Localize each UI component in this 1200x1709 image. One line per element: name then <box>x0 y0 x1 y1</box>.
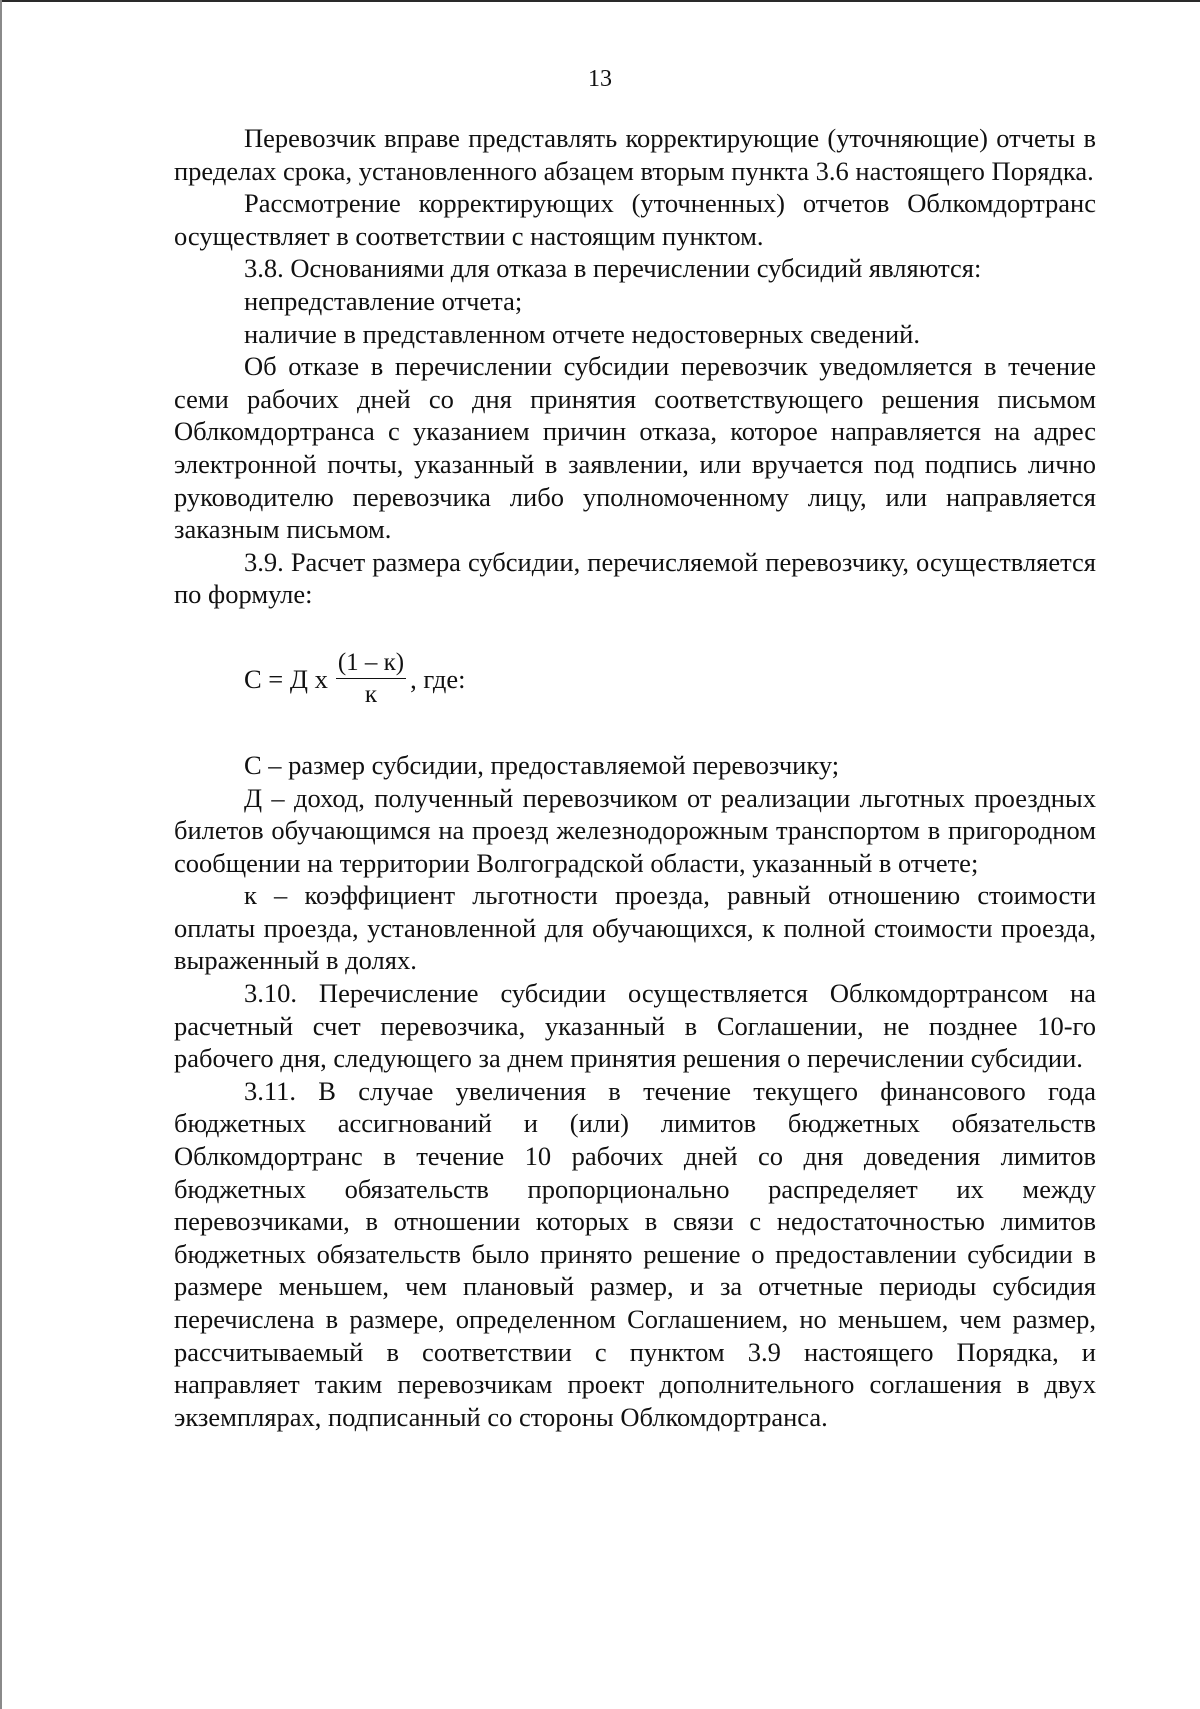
formula-numerator: (1 – к) <box>336 648 406 679</box>
page-number: 13 <box>588 66 612 92</box>
paragraph-3-8-item-no-report: непредставление отчета; <box>244 285 523 316</box>
paragraph-3-9-formula-intro: 3.9. Расчет размера субсидии, перечисляемой перевозчику, осуществляется по формуле: <box>174 546 1096 610</box>
formula-lhs: С = Д х <box>244 663 328 694</box>
paragraph-review-corrective-reports: Рассмотрение корректирующих (уточненных) отчетов Облкомдортранс осуществляет в соответствии с настоящим пунктом. <box>174 188 1096 251</box>
paragraph-corrective-reports: Перевозчик вправе представлять корректирующие (уточняющие) отчеты в пределах срока, установленного абзацем вторым пункта 3.6 настоящего Порядка. <box>174 123 1096 186</box>
paragraph-3-11: 3.11. В случае увеличения в течение текущего финансового года бюджетных ассигнований и (или) лимитов бюджетных обязательств Облкомдортранс в течение 10 рабочих дней со дня доведения лимитов бюджетных обязательств пропорционально распределяет их между перевозчиками, в отношении которых в связи с недостаточностью лимитов бюджетных обязательств было принято решение о предоставлении субсидии в размере меньшем, чем плановый размер, и за отчетные периоды субсидия перечислена в размере, определенном Соглашением, но меньшем, чем размер, рассчитываемый в соответствии с пунктом 3.9 настоящего Порядка, и направляет таким перевозчикам проект дополнительного соглашения в двух экземплярах, подписанный со стороны Облкомдортранса. <box>174 1075 1096 1432</box>
paragraph-refusal-notification: Об отказе в перечислении субсидии перевозчик уведомляется в течение семи рабочих дней со дня принятия соответствующего решения письмом Облкомдортранса с указанием причин отказа, которое направляется на адрес электронной почты, указанный в заявлении, или вручается под подпись лично руководителю перевозчика либо уполномоченному лицу, или направляется заказным письмом. <box>174 351 1096 545</box>
subsidy-formula <box>174 649 1096 709</box>
formula-denominator: к <box>364 681 378 709</box>
paragraph-3-8-item-invalid-data: наличие в представленном отчете недостоверных сведений. <box>244 318 920 349</box>
document-body <box>174 122 1096 1433</box>
paragraph-definition-k: к – коэффициент льготности проезда, равный отношению стоимости оплаты проезда, установленной для обучающихся, к полной стоимости проезда, выраженный в долях. <box>174 880 1096 976</box>
scan-edge-left <box>0 0 2 1709</box>
scan-edge-top <box>0 0 1200 2</box>
formula-fraction <box>336 648 406 709</box>
paragraph-definition-c: С – размер субсидии, предоставляемой перевозчику; <box>244 749 840 780</box>
formula-suffix: , где: <box>410 663 466 694</box>
paragraph-3-10: 3.10. Перечисление субсидии осуществляется Облкомдортрансом на расчетный счет перевозчика, указанный в Соглашении, не позднее 10-го рабочего дня, следующего за днем принятия решения о перечислении субсидии. <box>174 978 1096 1074</box>
paragraph-3-8-heading: 3.8. Основаниями для отказа в перечислении субсидий являются: <box>244 253 982 284</box>
paragraph-definition-d: Д – доход, полученный перевозчиком от реализации льготных проездных билетов обучающимся на проезд железнодорожным транспортом в пригородном сообщении на территории Волгоградской области, указанный в отчете; <box>174 782 1096 878</box>
